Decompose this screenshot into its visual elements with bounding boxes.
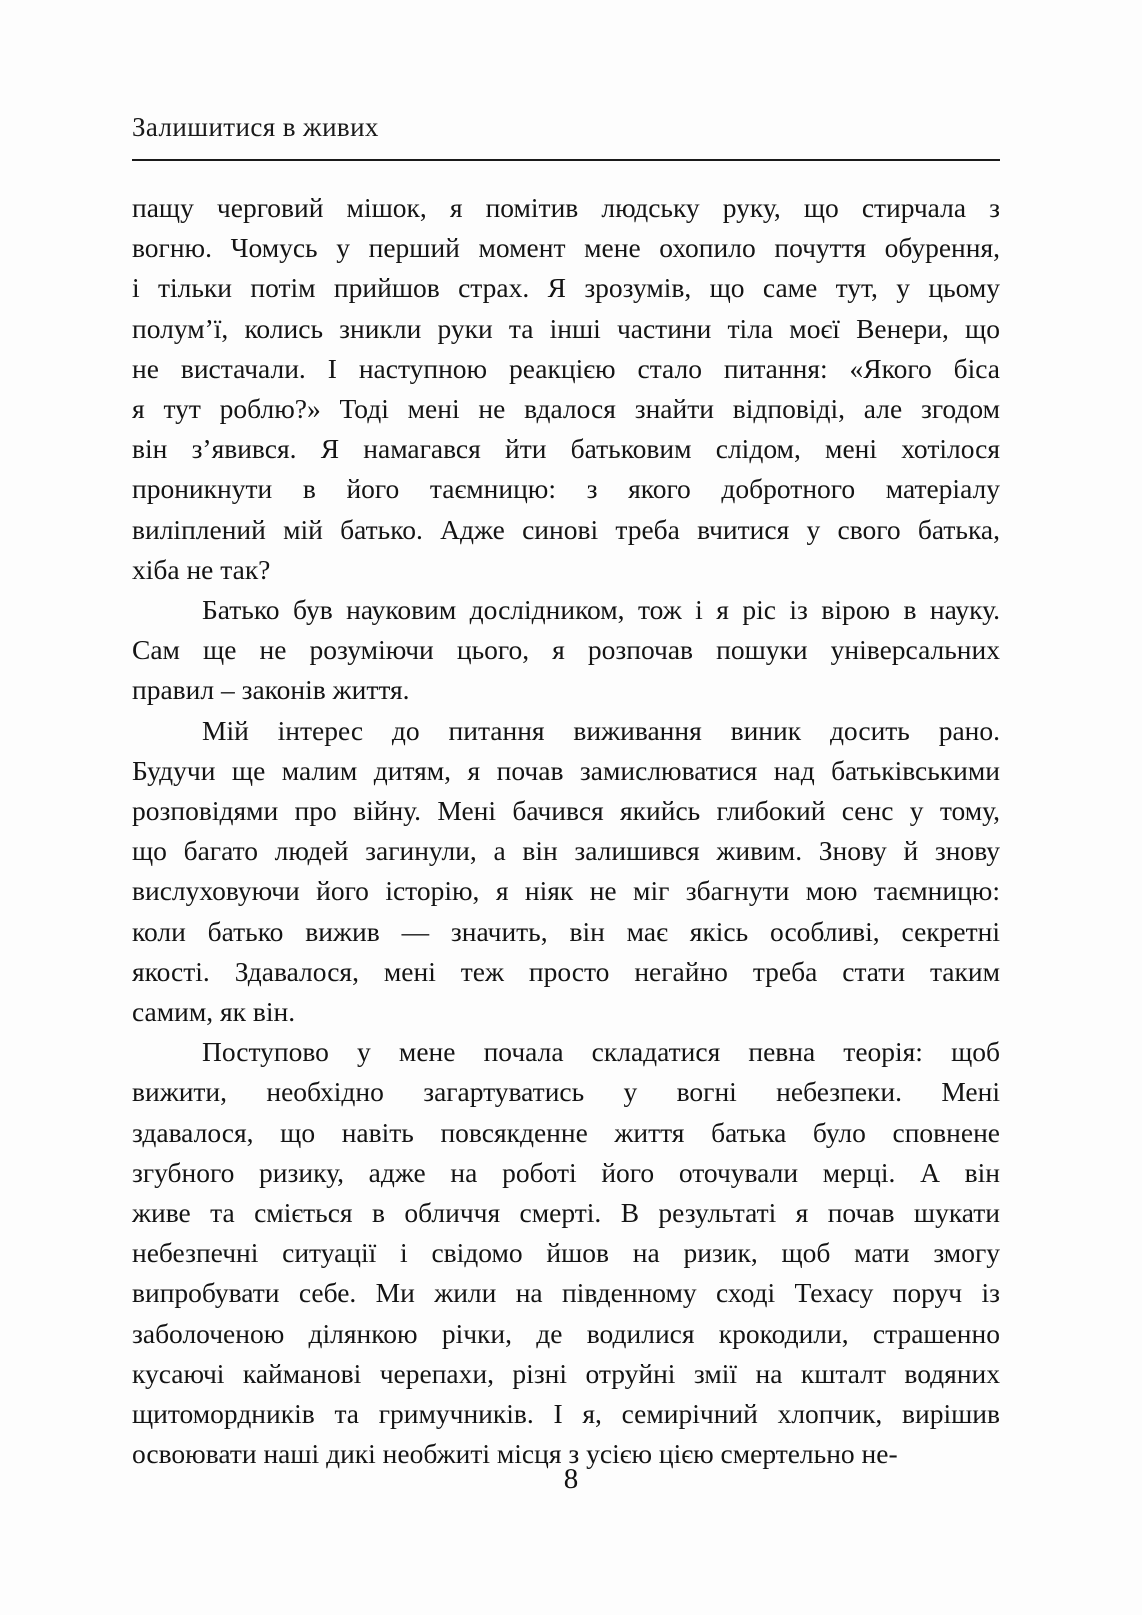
text-line: освоювати наші дикі необжиті місця з усією цією смертельно не- (132, 1438, 898, 1470)
text-line: Батько був науковим дослідником, тож і я ріс із вірою в науку. (202, 594, 1000, 626)
paragraph (132, 711, 1000, 1033)
text-line: розповідями про війну. Мені бачився якийсь глибокий сенс у тому, (132, 795, 1000, 827)
paragraph (132, 1032, 1000, 1474)
text-line: згубного ризику, адже на роботі його оточували мерці. А він (132, 1156, 1000, 1188)
text-line: вогню. Чомусь у перший момент мене охопило почуття обурення, (132, 232, 1000, 264)
page-number: 8 (563, 1463, 579, 1495)
text-line: Мій інтерес до питання виживання виник досить рано. (202, 714, 1000, 746)
text-line: коли батько вижив — значить, він має якісь особливі, секретні (132, 915, 1000, 947)
text-line: вижити, необхідно загартуватись у вогні небезпеки. Мені (132, 1076, 1000, 1108)
text-line: правил – законів життя. (132, 674, 410, 706)
text-line: я тут роблю?» Тоді мені не вдалося знайти відповіді, але згодом (132, 393, 1000, 425)
text-line: кусаючі кайманові черепахи, різні отруйні змії на кшталт водяних (132, 1357, 1000, 1389)
text-line: проникнути в його таємницю: з якого добротного матеріалу (132, 473, 1000, 505)
text-line: що багато людей загинули, а він залишився живим. Знову й знову (132, 835, 1000, 867)
text-line: заболоченою ділянкою річки, де водилися крокодили, страшенно (132, 1317, 1000, 1349)
text-line: пащу черговий мішок, я помітив людську руку, що стирчала з (132, 192, 1000, 223)
text-line: небезпечні ситуації і свідомо йшов на ризик, щоб мати змогу (132, 1237, 1000, 1269)
text-line: живе та сміється в обличчя смерті. В результаті я почав шукати (132, 1197, 1000, 1229)
text-line: і тільки потім прийшов страх. Я зрозумів, що саме тут, у цьому (132, 272, 1000, 304)
header-rule (132, 159, 1000, 161)
text-line: хіба не так? (132, 553, 271, 585)
text-line: якості. Здавалося, мені теж просто негайно треба стати таким (132, 955, 1000, 987)
text-line: випробувати себе. Ми жили на південному сході Техасу поруч із (132, 1277, 1000, 1309)
text-line: Будучи ще малим дитям, я почав замислюватися над батьківськими (132, 754, 1000, 786)
paragraph (132, 188, 1000, 590)
running-head: Залишитися в живих (132, 112, 379, 142)
paragraph (132, 590, 1000, 711)
text-line: полум’ї, колись зникли руки та інші частини тіла моєї Венери, що (132, 312, 1000, 344)
text-line: він з’явився. Я намагався йти батьковим слідом, мені хотілося (132, 433, 1000, 465)
text-line: Поступово у мене почала складатися певна теорія: щоб (202, 1036, 1000, 1068)
text-line: щитомордників та гримучників. І я, семирічний хлопчик, вирішив (132, 1398, 1000, 1430)
text-line: здавалося, що навіть повсякденне життя батька було сповнене (132, 1116, 1000, 1148)
text-line: вислуховуючи його історію, я ніяк не міг збагнути мою таємницю: (132, 875, 1000, 907)
text-line: не вистачали. І наступною реакцією стало питання: «Якого біса (132, 352, 1000, 384)
text-line: виліплений мій батько. Адже синові треба вчитися у свого батька, (132, 513, 1000, 545)
body-text-block (132, 188, 1000, 1475)
text-line: самим, як він. (132, 996, 296, 1028)
text-line: Сам ще не розуміючи цього, я розпочав пошуки універсальних (132, 634, 1000, 666)
